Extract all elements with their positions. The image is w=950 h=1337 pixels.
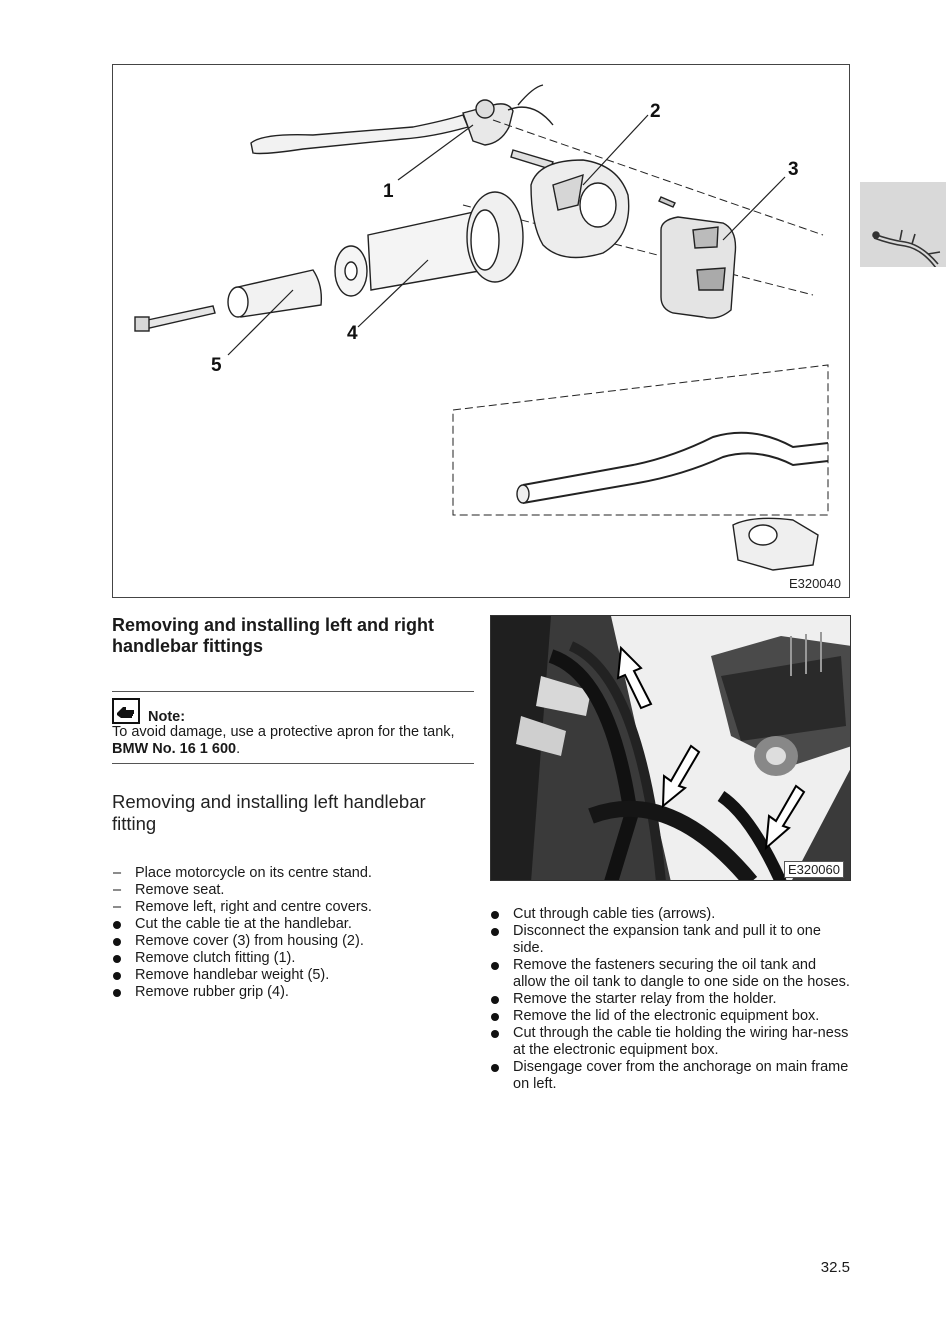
callout-5: 5 [211, 355, 222, 376]
list-item-text: Remove the fasteners securing the oil tank and allow the oil tank to dangle to one side on the hoses. [513, 957, 850, 990]
photo-code: E320060 [784, 861, 844, 878]
note-hand-icon [112, 698, 140, 724]
list-item [112, 882, 474, 899]
list-item-text: Remove rubber grip (4). [135, 984, 289, 1000]
bullet-marker [113, 955, 121, 963]
list-item-text: Place motorcycle on its centre stand. [135, 865, 372, 881]
list-item-text: Cut the cable tie at the handlebar. [135, 916, 352, 932]
dash-marker: – [113, 865, 122, 881]
dash-marker: – [113, 899, 122, 915]
list-item-text: Remove handlebar weight (5). [135, 967, 330, 983]
callout-1: 1 [383, 181, 394, 202]
note-box [112, 691, 474, 764]
list-item [112, 916, 474, 933]
note-text: To avoid damage, use a protective apron for the tank, BMW No. 16 1 600. [112, 724, 455, 757]
list-item-text: Disconnect the expansion tank and pull it to one side. [513, 923, 821, 956]
dash-marker: – [113, 882, 122, 898]
list-item [112, 933, 474, 950]
note-part-number: BMW No. 16 1 600 [112, 741, 237, 757]
list-item [112, 865, 474, 882]
list-item [490, 1008, 852, 1025]
list-item-text: Remove seat. [135, 882, 225, 898]
bullet-marker [491, 1013, 499, 1021]
bullet-marker [491, 1030, 499, 1038]
left-column [112, 615, 474, 1001]
list-item [112, 950, 474, 967]
callout-4: 4 [347, 323, 358, 344]
engine-photo [490, 615, 851, 881]
list-item-text: Remove the lid of the electronic equipment box. [513, 1008, 820, 1024]
list-item-text: Remove clutch fitting (1). [135, 950, 296, 966]
bullet-marker [113, 921, 121, 929]
chapter-tab [860, 182, 946, 267]
callout-2: 2 [650, 101, 661, 122]
subsection-title: Removing and installing left handlebar fitting [112, 791, 426, 834]
bullet-marker [113, 938, 121, 946]
list-item [490, 991, 852, 1008]
bullet-marker [113, 972, 121, 980]
list-item [112, 899, 474, 916]
list-item [490, 1025, 852, 1059]
wiring-harness-icon [860, 182, 946, 267]
bullet-marker [491, 911, 499, 919]
list-item-text: Cut through the cable tie holding the wiring har-ness at the electronic equipment box. [513, 1025, 849, 1058]
note-label: Note: [148, 709, 186, 725]
list-item-text: Remove the starter relay from the holder. [513, 991, 777, 1007]
list-item-text: Remove cover (3) from housing (2). [135, 933, 364, 949]
list-item [490, 923, 852, 957]
list-item-text: Disengage cover from the anchorage on main frame on left. [513, 1059, 849, 1092]
list-item-text: Cut through cable ties (arrows). [513, 906, 716, 922]
bullet-marker [491, 962, 499, 970]
page-number: 32.5 [820, 1259, 850, 1276]
bullet-marker [113, 989, 121, 997]
bullet-marker [491, 928, 499, 936]
left-steps-list [112, 865, 474, 1001]
exploded-diagram-drawing [113, 65, 851, 599]
engine-photo-drawing [491, 616, 851, 881]
right-steps-list [490, 906, 852, 1093]
list-item [490, 1059, 852, 1093]
bullet-marker [491, 1064, 499, 1072]
right-column [490, 906, 852, 1093]
list-item [112, 967, 474, 984]
list-item [490, 906, 852, 923]
list-item [112, 984, 474, 1001]
bullet-marker [491, 996, 499, 1004]
list-item-text: Remove left, right and centre covers. [135, 899, 372, 915]
list-item [490, 957, 852, 991]
callout-3: 3 [788, 159, 799, 180]
section-title: Removing and installing left and right handlebar fittings [112, 615, 435, 656]
figure-code: E320040 [788, 576, 841, 591]
exploded-diagram-handlebar-fitting [112, 64, 850, 598]
